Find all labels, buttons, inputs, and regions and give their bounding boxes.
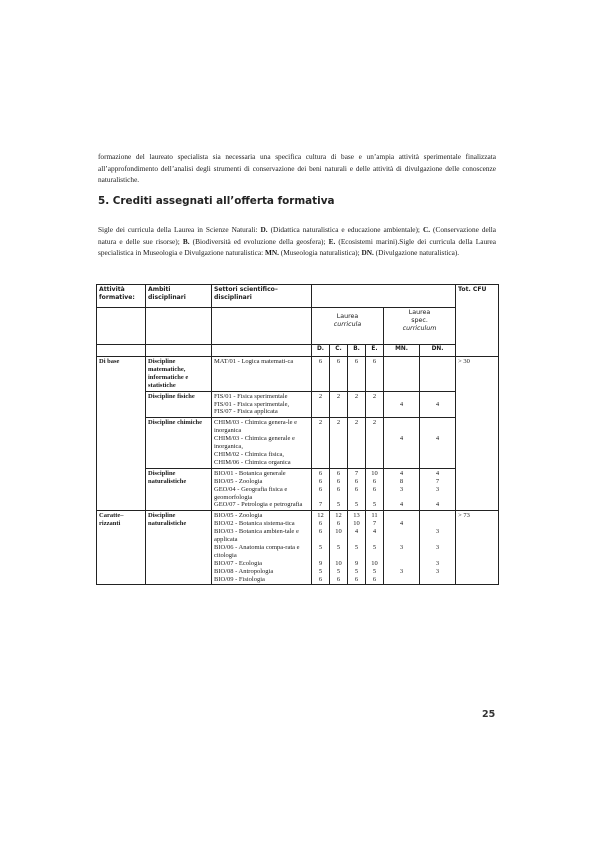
cfu-value: 6 <box>336 485 341 493</box>
settore-line: CHIM/03 - Chimica genera-le e inorganica <box>214 419 298 435</box>
cfu-value <box>386 419 417 435</box>
cfu-value: 9 <box>318 559 323 567</box>
cfu-value: 2 <box>318 392 323 400</box>
cfu-value: 10 <box>353 520 360 528</box>
cfu-value: 6 <box>336 520 341 528</box>
header-row-3 <box>97 345 499 357</box>
cfu-value: 9 <box>354 559 359 567</box>
cfu-value <box>332 451 345 459</box>
cfu-value <box>332 459 345 467</box>
settori-cell <box>212 511 312 585</box>
settore-line: FIS/01 - Fisica sperimentale, <box>214 400 290 408</box>
cfu-value: 4 <box>399 435 404 443</box>
ambito-row <box>97 418 499 468</box>
cfu-value: 7 <box>372 520 377 528</box>
cfu-value: 6 <box>318 528 323 536</box>
cfu-value: 6 <box>336 477 341 485</box>
cfu-value <box>332 401 345 409</box>
cfu-col-c <box>330 357 348 392</box>
cfu-col-dn <box>420 468 456 511</box>
code-e: E. <box>328 236 336 246</box>
cfu-col-dn <box>420 391 456 418</box>
cfu-value: 6 <box>318 575 323 583</box>
cfu-value: 4 <box>399 400 404 408</box>
cfu-value <box>386 528 417 544</box>
cfu-value <box>332 435 345 451</box>
cfu-value: 4 <box>399 520 404 528</box>
cfu-value <box>386 393 417 401</box>
cfu-value <box>314 435 327 451</box>
cfu-value <box>350 459 363 467</box>
cfu-value: 5 <box>354 543 359 551</box>
col-mn: MN. <box>384 345 420 357</box>
settore-line: CHIM/06 - Chimica organica <box>214 458 291 466</box>
cfu-col-c <box>330 468 348 511</box>
section-heading: 5. Crediti assegnati all’offerta formativa <box>98 195 335 207</box>
settore-line: BIO/02 - Botanica sistema-tica <box>214 520 295 528</box>
header-row-2 <box>97 308 499 345</box>
cfu-col-e <box>366 511 384 585</box>
header-blank-a <box>97 308 146 345</box>
cfu-value: 5 <box>372 543 377 551</box>
tot-cfu-value: > 30 <box>456 357 499 511</box>
desc-c: (Conservazione della natura e delle sue risorse); <box>98 225 497 246</box>
settore-line: FIS/01 - Fisica sperimentale <box>214 392 288 400</box>
header-ambiti: Ambiti disciplinari <box>146 285 212 308</box>
col-c: C. <box>330 345 348 357</box>
cfu-value: 7 <box>435 477 440 485</box>
cfu-value: 10 <box>335 528 342 536</box>
code-mn: MN. <box>264 248 279 258</box>
cfu-value: 10 <box>371 469 378 477</box>
cfu-value <box>422 459 453 467</box>
ambito-label: Discipline naturalistiche <box>146 468 212 511</box>
cfu-col-dn <box>420 418 456 468</box>
cfu-value: 6 <box>354 485 359 493</box>
cfu-col-e <box>366 468 384 511</box>
cfu-col-b <box>348 511 366 585</box>
settore-line: CHIM/02 - Chimica fisica, <box>214 450 285 458</box>
activity-label: Caratte–rizzanti <box>97 511 146 585</box>
code-c: C. <box>422 225 431 234</box>
settore-line: GEO/07 - Petrologia e petrografia <box>214 501 303 509</box>
cfu-col-c <box>330 418 348 468</box>
cfu-col-d <box>312 468 330 511</box>
header-blank-e <box>146 345 212 357</box>
cfu-value <box>422 408 453 416</box>
cfu-value: 6 <box>372 477 377 485</box>
cfu-value: 2 <box>318 419 323 427</box>
cfu-value <box>422 358 453 366</box>
cfu-value: 6 <box>318 469 323 477</box>
cfu-value: 5 <box>318 543 323 551</box>
cfu-value: 6 <box>354 358 359 365</box>
curriculum-label: curriculum <box>402 324 437 332</box>
cfu-value <box>314 408 327 416</box>
cfu-value: 4 <box>399 501 404 509</box>
col-d: D. <box>312 345 330 357</box>
ambito-row <box>97 511 499 585</box>
cfu-col-dn <box>420 511 456 585</box>
settore-line: CHIM/03 - Chimica generale e inorganica, <box>214 435 295 451</box>
cfu-value: 6 <box>336 358 341 365</box>
activity-label: Di base <box>97 357 146 511</box>
ambito-label: Discipline fisiche <box>146 391 212 418</box>
settore-line: MAT/01 - Logica matemati-ca <box>214 358 294 365</box>
cfu-value: 10 <box>371 559 378 567</box>
cfu-value <box>386 358 417 366</box>
cfu-value: 12 <box>335 512 342 520</box>
cfu-value <box>368 459 381 467</box>
cfu-value: 3 <box>435 528 440 536</box>
code-d: D. <box>260 225 268 234</box>
cfu-col-mn <box>384 391 420 418</box>
cfu-value: 5 <box>372 501 377 509</box>
header-blank-f <box>212 345 312 357</box>
cfu-value <box>386 576 417 584</box>
cfu-value <box>314 401 327 409</box>
settore-line: BIO/03 - Botanica ambien-tale e applicata <box>214 528 299 544</box>
cfu-value <box>368 435 381 451</box>
desc-e: (Ecosistemi marini).Sigle dei curricula della Laurea specialistica in Museologia e Divulgazione naturalistica: <box>98 236 496 258</box>
cfu-value: 6 <box>318 520 323 528</box>
cfu-col-e <box>366 357 384 392</box>
header-laurea-spec <box>384 308 456 345</box>
intro-paragraph: formazione del laureato specialista sia necessaria una specifica cultura di base e un’ampia attività sperimentale finalizzata all’approfondimento dell’analisi degli strumenti di conservazione dei beni naturali e delle attività di divulgazione delle conoscenze naturalistiche. <box>98 152 496 185</box>
spec-label: spec. <box>411 316 428 324</box>
settore-line: BIO/09 - Fisiologia <box>214 575 265 583</box>
cfu-value <box>368 401 381 409</box>
cfu-col-d <box>312 418 330 468</box>
ambito-row <box>97 468 499 511</box>
cfu-value <box>368 451 381 459</box>
cfu-value: 6 <box>354 477 359 485</box>
header-attivita: Attività formative: <box>97 285 146 308</box>
cfu-col-b <box>348 418 366 468</box>
cfu-value <box>350 408 363 416</box>
header-blank-c <box>212 308 312 345</box>
cfu-col-dn <box>420 357 456 392</box>
cfu-value: 3 <box>435 543 440 551</box>
cfu-value: 3 <box>435 559 440 567</box>
cfu-value: 7 <box>354 469 359 477</box>
col-dn: DN. <box>420 345 456 357</box>
cfu-value <box>386 459 417 467</box>
cfu-value <box>422 576 453 584</box>
cfu-value <box>386 408 417 416</box>
cfu-value: 2 <box>354 419 359 427</box>
cfu-col-mn <box>384 418 420 468</box>
settore-line: BIO/05 - Zoologia <box>214 477 263 485</box>
cfu-value <box>350 435 363 451</box>
cfu-value <box>386 560 417 568</box>
ambito-row <box>97 357 499 392</box>
cfu-value: 4 <box>372 528 377 536</box>
cfu-value: 4 <box>435 469 440 477</box>
col-b: B. <box>348 345 366 357</box>
cfu-col-d <box>312 511 330 585</box>
cfu-value <box>314 459 327 467</box>
laurea-label: Laurea <box>336 313 359 320</box>
cfu-value <box>422 520 453 528</box>
header-blank-b <box>146 308 212 345</box>
settore-line: FIS/07 - Fisica applicata <box>214 408 278 416</box>
cfu-col-d <box>312 357 330 392</box>
cfu-col-mn <box>384 468 420 511</box>
cfu-value: 4 <box>435 435 440 443</box>
cfu-value: 12 <box>317 512 324 520</box>
cfu-value: 3 <box>399 567 404 575</box>
settore-line: BIO/07 - Ecologia <box>214 559 263 567</box>
desc-mn: (Museologia naturalistica); <box>278 248 362 258</box>
cfu-value: 2 <box>372 419 377 427</box>
settore-line: BIO/05 - Zoologia <box>214 512 263 520</box>
cfu-value: 4 <box>354 528 359 536</box>
cfu-value: 6 <box>318 477 323 485</box>
header-laurea <box>312 308 384 345</box>
cfu-value: 6 <box>318 485 323 493</box>
cfu-value: 3 <box>399 485 404 493</box>
cfu-col-b <box>348 391 366 418</box>
cfu-value: 5 <box>318 567 323 575</box>
header-blank-d <box>97 345 146 357</box>
cfu-value: 11 <box>371 512 378 520</box>
cfu-value: 5 <box>372 567 377 575</box>
cfu-col-mn <box>384 357 420 392</box>
ambito-label: Discipline matematiche, informatiche e statistiche <box>146 357 212 392</box>
settore-line: BIO/01 - Botanica generale <box>214 469 286 477</box>
header-blank <box>312 285 456 308</box>
cfu-value: 3 <box>435 567 440 575</box>
header-tot: Tot. CFU <box>456 285 499 357</box>
settori-cell <box>212 391 312 418</box>
desc-b: (Biodiversità ed evoluzione della geosfera); <box>189 236 329 246</box>
desc-dn: (Divulgazione naturalistica). <box>373 248 460 258</box>
cfu-col-c <box>330 511 348 585</box>
code-b: B. <box>182 236 190 246</box>
page-number: 25 <box>482 709 496 720</box>
cfu-value: 6 <box>372 485 377 493</box>
cfu-value <box>386 451 417 459</box>
cfu-value <box>368 408 381 416</box>
cfu-value <box>350 401 363 409</box>
cfu-value: 13 <box>353 512 360 520</box>
cfu-col-b <box>348 468 366 511</box>
cfu-value: 6 <box>372 575 377 583</box>
ambito-label: Discipline naturalistiche <box>146 511 212 585</box>
cfu-col-e <box>366 391 384 418</box>
settori-cell <box>212 418 312 468</box>
header-settori: Settori scientifico–disciplinari <box>212 285 312 308</box>
settore-line: BIO/06 - Anatomia compa-rata e citologia <box>214 543 300 559</box>
cfu-value: 4 <box>435 400 440 408</box>
cfu-value: 5 <box>336 501 341 509</box>
curricula-legend <box>98 224 496 259</box>
cfu-col-d <box>312 391 330 418</box>
cfu-value: 4 <box>399 469 404 477</box>
cfu-value: 3 <box>399 543 404 551</box>
cfu-value: 6 <box>336 575 341 583</box>
laurea-spec-label: Laurea <box>408 309 431 316</box>
settori-cell <box>212 468 312 511</box>
settori-cell <box>212 357 312 392</box>
cfu-value: 6 <box>318 358 323 365</box>
cfu-value: 7 <box>318 501 323 509</box>
cfu-value: 6 <box>336 469 341 477</box>
cfu-value: 6 <box>372 358 377 365</box>
cfu-value <box>422 419 453 435</box>
credits-table <box>96 284 499 585</box>
header-row-1 <box>97 285 499 308</box>
settore-line: BIO/08 - Antropologia <box>214 567 274 575</box>
cfu-value: 5 <box>354 501 359 509</box>
cfu-value: 6 <box>354 575 359 583</box>
cfu-value: 2 <box>336 392 341 400</box>
cfu-value <box>422 512 453 520</box>
cfu-value: 5 <box>354 567 359 575</box>
cfu-col-c <box>330 391 348 418</box>
cfu-value <box>350 451 363 459</box>
cfu-value <box>386 512 417 520</box>
curricula-label: curricula <box>333 320 362 328</box>
settore-line: GEO/04 - Geografia fisica e geomorfologia <box>214 485 288 501</box>
tot-cfu-value: > 73 <box>456 511 499 585</box>
cfu-value: 10 <box>335 559 342 567</box>
cfu-value: 5 <box>336 543 341 551</box>
col-e: E. <box>366 345 384 357</box>
cfu-col-b <box>348 357 366 392</box>
cfu-col-e <box>366 418 384 468</box>
code-dn: DN. <box>361 248 374 258</box>
cfu-value: 3 <box>435 485 440 493</box>
desc-d: (Didattica naturalistica e educazione ambientale); <box>267 225 423 234</box>
cfu-value: 4 <box>435 501 440 509</box>
legend-intro: Sigle dei curricula della Laurea in Scienze Naturali: <box>98 225 261 234</box>
cfu-value: 2 <box>372 392 377 400</box>
cfu-col-mn <box>384 511 420 585</box>
ambito-label: Discipline chimiche <box>146 418 212 468</box>
cfu-value <box>314 451 327 459</box>
cfu-value <box>422 393 453 401</box>
cfu-value <box>332 408 345 416</box>
cfu-value: 8 <box>399 477 404 485</box>
ambito-row <box>97 391 499 418</box>
cfu-value: 2 <box>354 392 359 400</box>
cfu-value: 2 <box>336 419 341 427</box>
cfu-value <box>422 451 453 459</box>
cfu-value: 5 <box>336 567 341 575</box>
